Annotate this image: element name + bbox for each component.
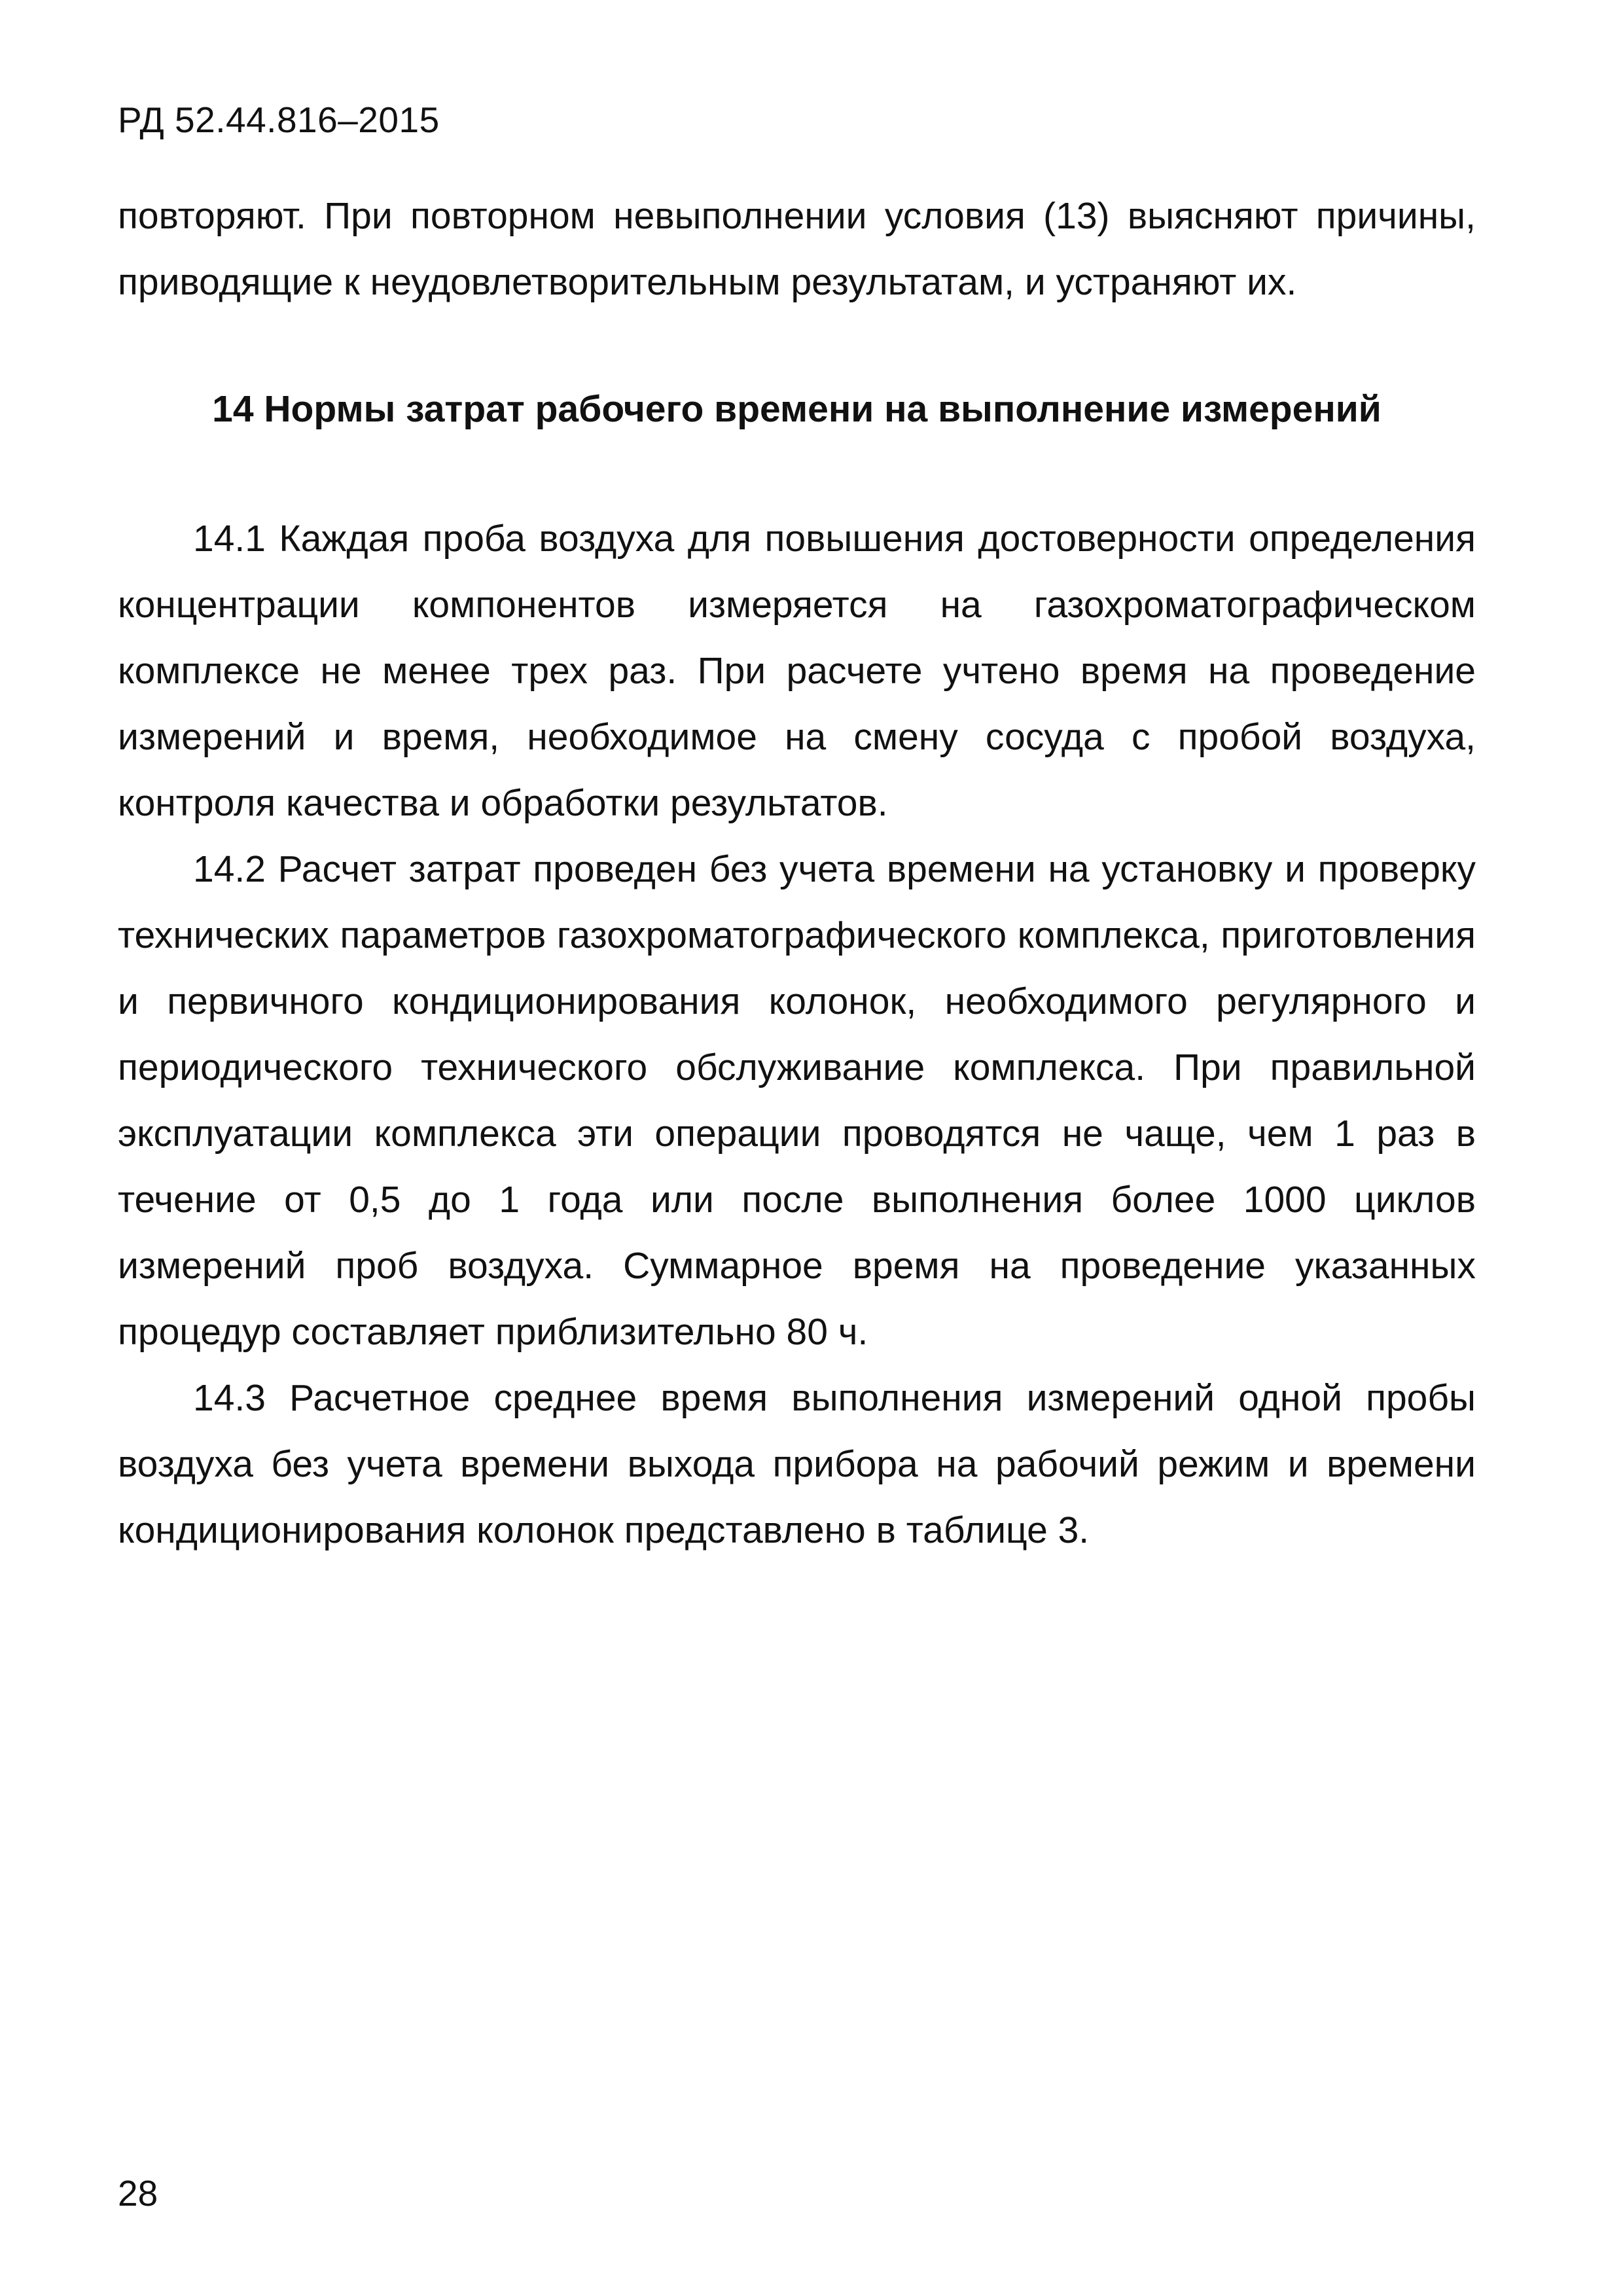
paragraph-14-1: 14.1 Каждая проба воздуха для повышения достоверности определения концентрации компонентов измеряется на газохроматографическом комплексе не менее трех раз. При расчете учтено время на проведение измерений и время, необходимое на смену сосуда с пробой воздуха, контроля качества и обработки результатов. (118, 518, 1476, 824)
intro-paragraph: повторяют. При повторном невыполнении условия (13) выясняют причины, приводящие к неудовлетворительным результатам, и устраняют их. (118, 195, 1476, 303)
document-header: РД 52.44.816–2015 (118, 99, 440, 140)
paragraph-14-3: 14.3 Расчетное среднее время выполнения измерений одной пробы воздуха без учета времени выхода прибора на рабочий режим и времени кондиционирования колонок представлено в таблице 3. (118, 1377, 1476, 1551)
paragraph-14-2: 14.2 Расчет затрат проведен без учета времени на установку и проверку технических параметров газохроматографического комплекса, приготовления и первичного кондиционирования колонок, необходимого регулярного и периодического технического обслуживание комплекса. При правильной эксплуатации комплекса эти операции проводятся не чаще, чем 1 раз в течение от 0,5 до 1 года или после выполнения более 1000 циклов измерений проб воздуха. Суммарное время на проведение указанных процедур составляет приблизительно 80 ч. (118, 848, 1476, 1353)
page-number: 28 (118, 2173, 158, 2214)
page-body (118, 183, 1476, 1564)
section-heading: 14 Нормы затрат рабочего времени на выполнение измерений (212, 388, 1382, 430)
